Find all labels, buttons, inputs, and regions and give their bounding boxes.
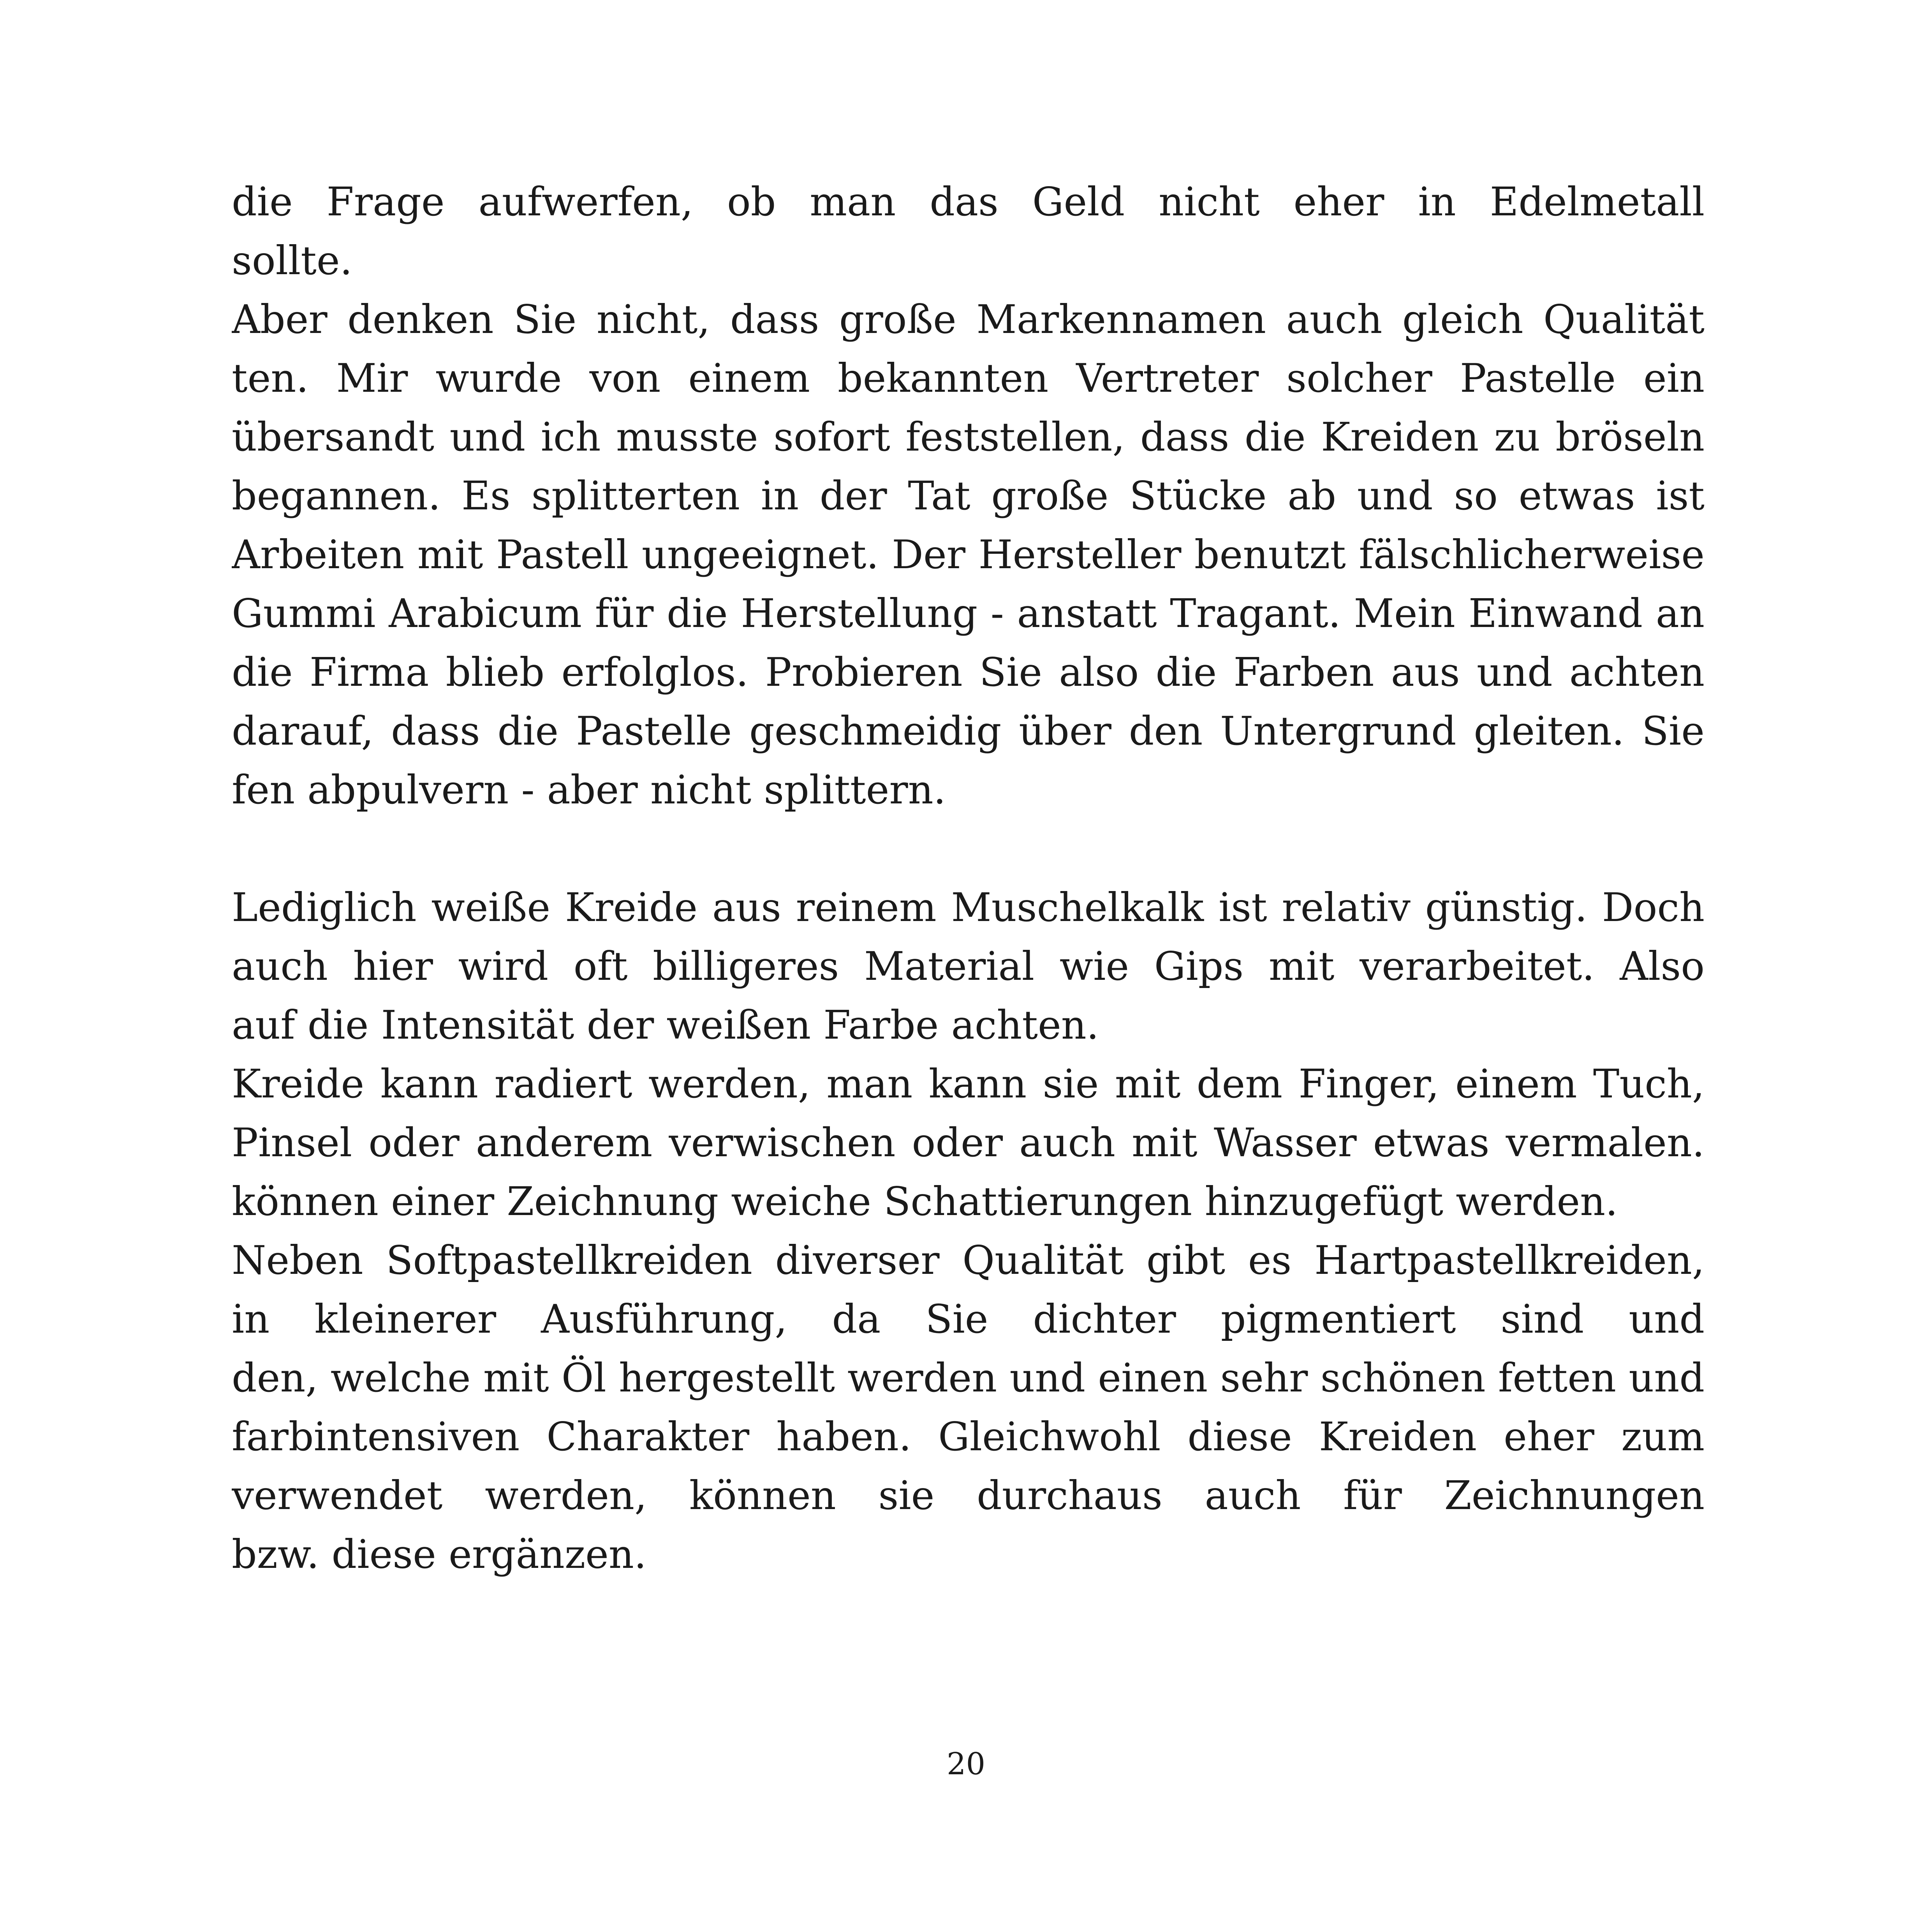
text-line: übersandt und ich musste sofort feststellen, dass die Kreiden zu bröseln: [232, 414, 1705, 460]
text-line: verwendet werden, können sie durchaus auch für Zeichnungen: [232, 1472, 1705, 1518]
text-line: Lediglich weiße Kreide aus reinem Muschelkalk ist relativ günstig. Doch: [232, 884, 1705, 930]
paragraph: [232, 1231, 1705, 1584]
paragraph-gap: [232, 819, 1705, 878]
text-line: Aber denken Sie nicht, dass große Markennamen auch gleich Qualität: [232, 296, 1705, 342]
paragraph: [232, 173, 1705, 290]
paragraph: [232, 290, 1705, 819]
text-line: Neben Softpastellkreiden diverser Qualität gibt es Hartpastellkreiden,: [232, 1237, 1705, 1283]
text-line: Pinsel oder anderem verwischen oder auch mit Wasser etwas vermalen.: [232, 1120, 1705, 1166]
text-line: den, welche mit Öl hergestellt werden und einen sehr schönen fetten und: [232, 1355, 1705, 1401]
text-line: Kreide kann radiert werden, man kann sie mit dem Finger, einem Tuch,: [232, 1061, 1705, 1107]
text-line: farbintensiven Charakter haben. Gleichwohl diese Kreiden eher zum: [232, 1414, 1705, 1460]
text-line: die Firma blieb erfolglos. Probieren Sie also die Farben aus und achten: [232, 649, 1705, 695]
text-line: sollte.: [232, 238, 352, 284]
text-line: fen abpulvern - aber nicht splittern.: [232, 767, 946, 813]
paragraph: [232, 878, 1705, 1055]
text-line: können einer Zeichnung weiche Schattierungen hinzugefügt werden.: [232, 1178, 1618, 1224]
text-line: darauf, dass die Pastelle geschmeidig über den Untergrund gleiten. Sie: [232, 708, 1705, 754]
text-line: auf die Intensität der weißen Farbe achten.: [232, 1002, 1099, 1048]
text-line: auch hier wird oft billigeres Material wie Gips mit verarbeitet. Also: [232, 943, 1705, 989]
paragraph: [232, 1055, 1705, 1231]
text-line: bzw. diese ergänzen.: [232, 1531, 647, 1577]
text-line: begannen. Es splitterten in der Tat große Stücke ab und so etwas ist: [232, 473, 1705, 519]
text-line: Gummi Arabicum für die Herstellung - anstatt Tragant. Mein Einwand an: [232, 590, 1705, 636]
text-line: Arbeiten mit Pastell ungeeignet. Der Hersteller benutzt fälschlicherweise: [232, 532, 1705, 578]
text-line: in kleinerer Ausführung, da Sie dichter pigmentiert sind und: [232, 1296, 1705, 1342]
text-line: die Frage aufwerfen, ob man das Geld nicht eher in Edelmetall: [232, 179, 1705, 225]
body-text: [232, 173, 1705, 1584]
text-line: ten. Mir wurde von einem bekannten Vertreter solcher Pastelle ein: [232, 355, 1705, 401]
page-number: 20: [946, 1747, 986, 1782]
